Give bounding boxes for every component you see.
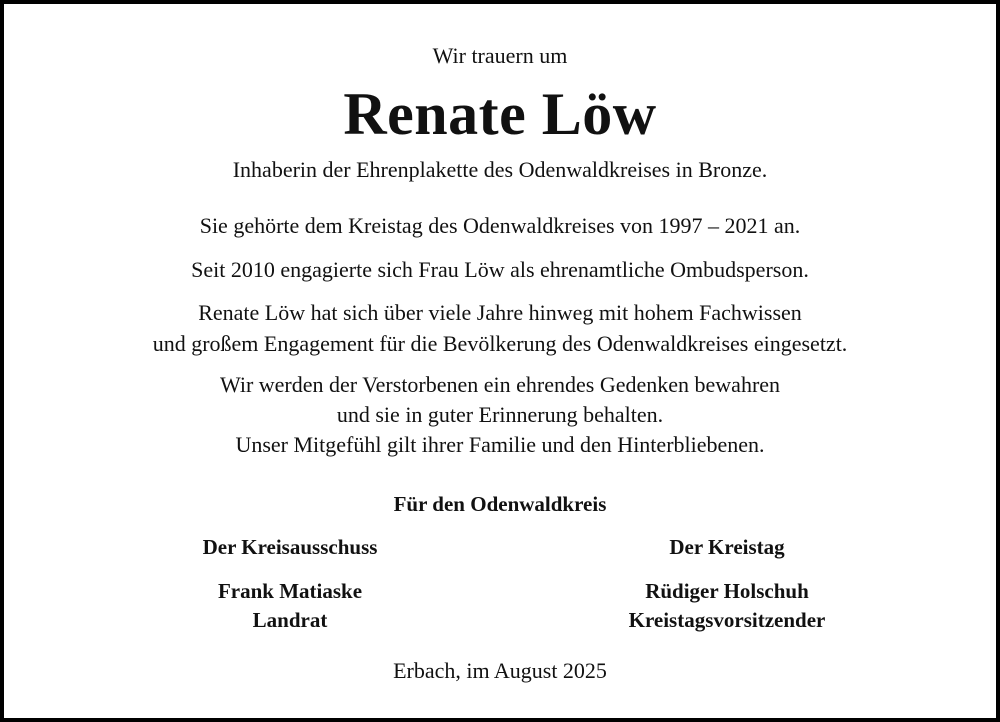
right-signatory-role: Kreistagsvorsitzender (628, 608, 826, 632)
paragraph-kreistag-membership: Sie gehörte dem Kreistag des Odenwaldkreises von 1997 – 2021 an. (199, 213, 801, 238)
honor-text: Inhaberin der Ehrenplakette des Odenwaldkreises in Bronze. (232, 157, 768, 182)
paragraph-ombudsperson: Seit 2010 engagierte sich Frau Löw als ehrenamtliche Ombudsperson. (191, 257, 809, 282)
deceased-name: Renate Löw (343, 81, 657, 147)
left-organization: Der Kreisausschuss (202, 535, 378, 559)
right-signatory-name: Rüdiger Holschuh (645, 579, 809, 603)
paragraph-engagement-line-2: und großem Engagement für die Bevölkerung des Odenwaldkreises eingesetzt. (152, 331, 848, 356)
left-signatory-name: Frank Matiaske (217, 579, 363, 603)
paragraph-remembrance-line-2: und sie in guter Erinnerung behalten. (336, 402, 664, 427)
intro-text: Wir trauern um (432, 43, 568, 68)
left-signatory-role: Landrat (252, 608, 328, 632)
paragraph-engagement-line-1: Renate Löw hat sich über viele Jahre hinweg mit hohem Fachwissen (198, 300, 802, 325)
paragraph-remembrance-line-1: Wir werden der Verstorbenen ein ehrendes Gedenken bewahren (219, 372, 781, 397)
on-behalf-heading: Für den Odenwaldkreis (393, 492, 607, 516)
right-organization: Der Kreistag (669, 535, 785, 559)
paragraph-remembrance-line-3: Unser Mitgefühl gilt ihrer Familie und den Hinterbliebenen. (235, 432, 765, 457)
place-and-date: Erbach, im August 2025 (393, 658, 607, 683)
